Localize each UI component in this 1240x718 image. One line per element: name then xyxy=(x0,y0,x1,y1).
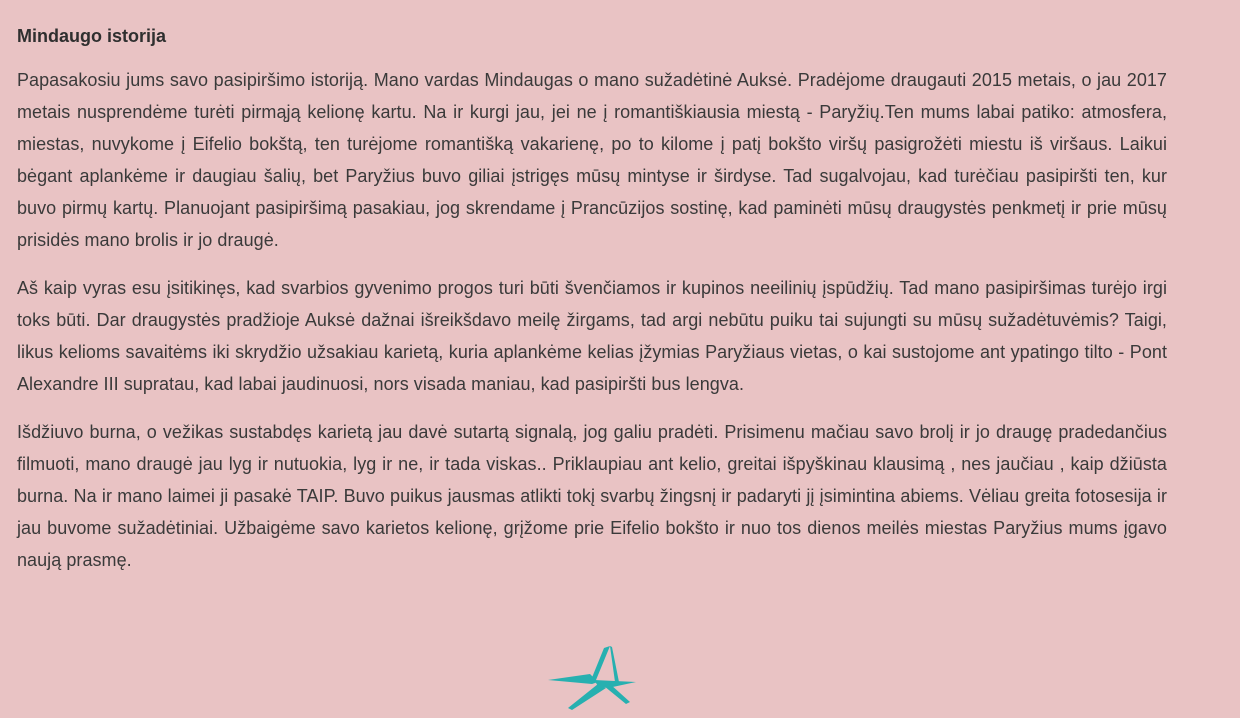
article xyxy=(17,24,1167,592)
article-paragraph-1: Papasakosiu jums savo pasipiršimo istoriją. Mano vardas Mindaugas o mano sužadėtinė Auksė. Pradėjome draugauti 2015 metais, o jau 2017 metais nusprendėme turėti pirmąją kelionę kartu. Na ir kurgi jau, jei ne į romantiškiausia miestą - Paryžių.Ten mums labai patiko: atmosfera, miestas, nuvykome į Eifelio bokštą, ten turėjome romantišką vakarienę, po to kilome į patį bokšto viršų pasigrožėti miestu iš viršaus. Laikui bėgant aplankėme ir daugiau šalių, bet Paryžius buvo giliai įstrigęs mūsų mintyse ir širdyse. Tad sugalvojau, kad turėčiau pasipiršti ten, kur buvo pirmų kartų. Planuojant pasipiršimą pasakiau, jog skrendame į Prancūzijos sostinę, kad paminėti mūsų draugystės penkmetį ir prie mūsų prisidės mano brolis ir jo draugė. xyxy=(17,70,1167,250)
article-paragraph-3: Išdžiuvo burna, o vežikas sustabdęs karietą jau davė sutartą signalą, jog galiu pradėti. Prisimenu mačiau savo brolį ir jo draugę pradedančius filmuoti, mano draugė jau lyg ir nutuokia, lyg ir ne, ir tada viskas.. Priklaupiau ant kelio, greitai išpyškinau klausimą , nes jaučiau , kaip džiūsta burna. Na ir mano laimei ji pasakė TAIP. Buvo puikus jausmas atlikti tokį svarbų žingsnį ir padaryti jį įsimintina abiems. Vėliau greita fotosesija ir jau buvome sužadėtiniai. Užbaigėme savo karietos kelionę, grįžome prie Eifelio bokšto ir nuo tos dienos meilės miestas Paryžius mums įgavo naują prasmę. xyxy=(17,422,1167,570)
article-paragraph-2: Aš kaip vyras esu įsitikinęs, kad svarbios gyvenimo progos turi būti švenčiamos ir kupinos neeilinių įspūdžių. Tad mano pasipiršimas turėjo irgi toks būti. Dar draugystės pradžioje Auksė dažnai išreikšdavo meilę žirgams, tad argi nebūtu puiku tai sujungti su mūsų sužadėtuvėmis? Taigi, likus kelioms savaitėms iki skrydžio užsakiau karietą, kuria aplankėme kelias įžymias Paryžiaus vietas, o kai sustojome ant ypatingo tilto - Pont Alexandre III supratau, kad labai jaudinuosi, nors visada maniau, kad pasipiršti bus lengva. xyxy=(17,278,1167,394)
article-title: Mindaugo istorija xyxy=(17,26,167,46)
compass-star-icon xyxy=(546,644,638,712)
